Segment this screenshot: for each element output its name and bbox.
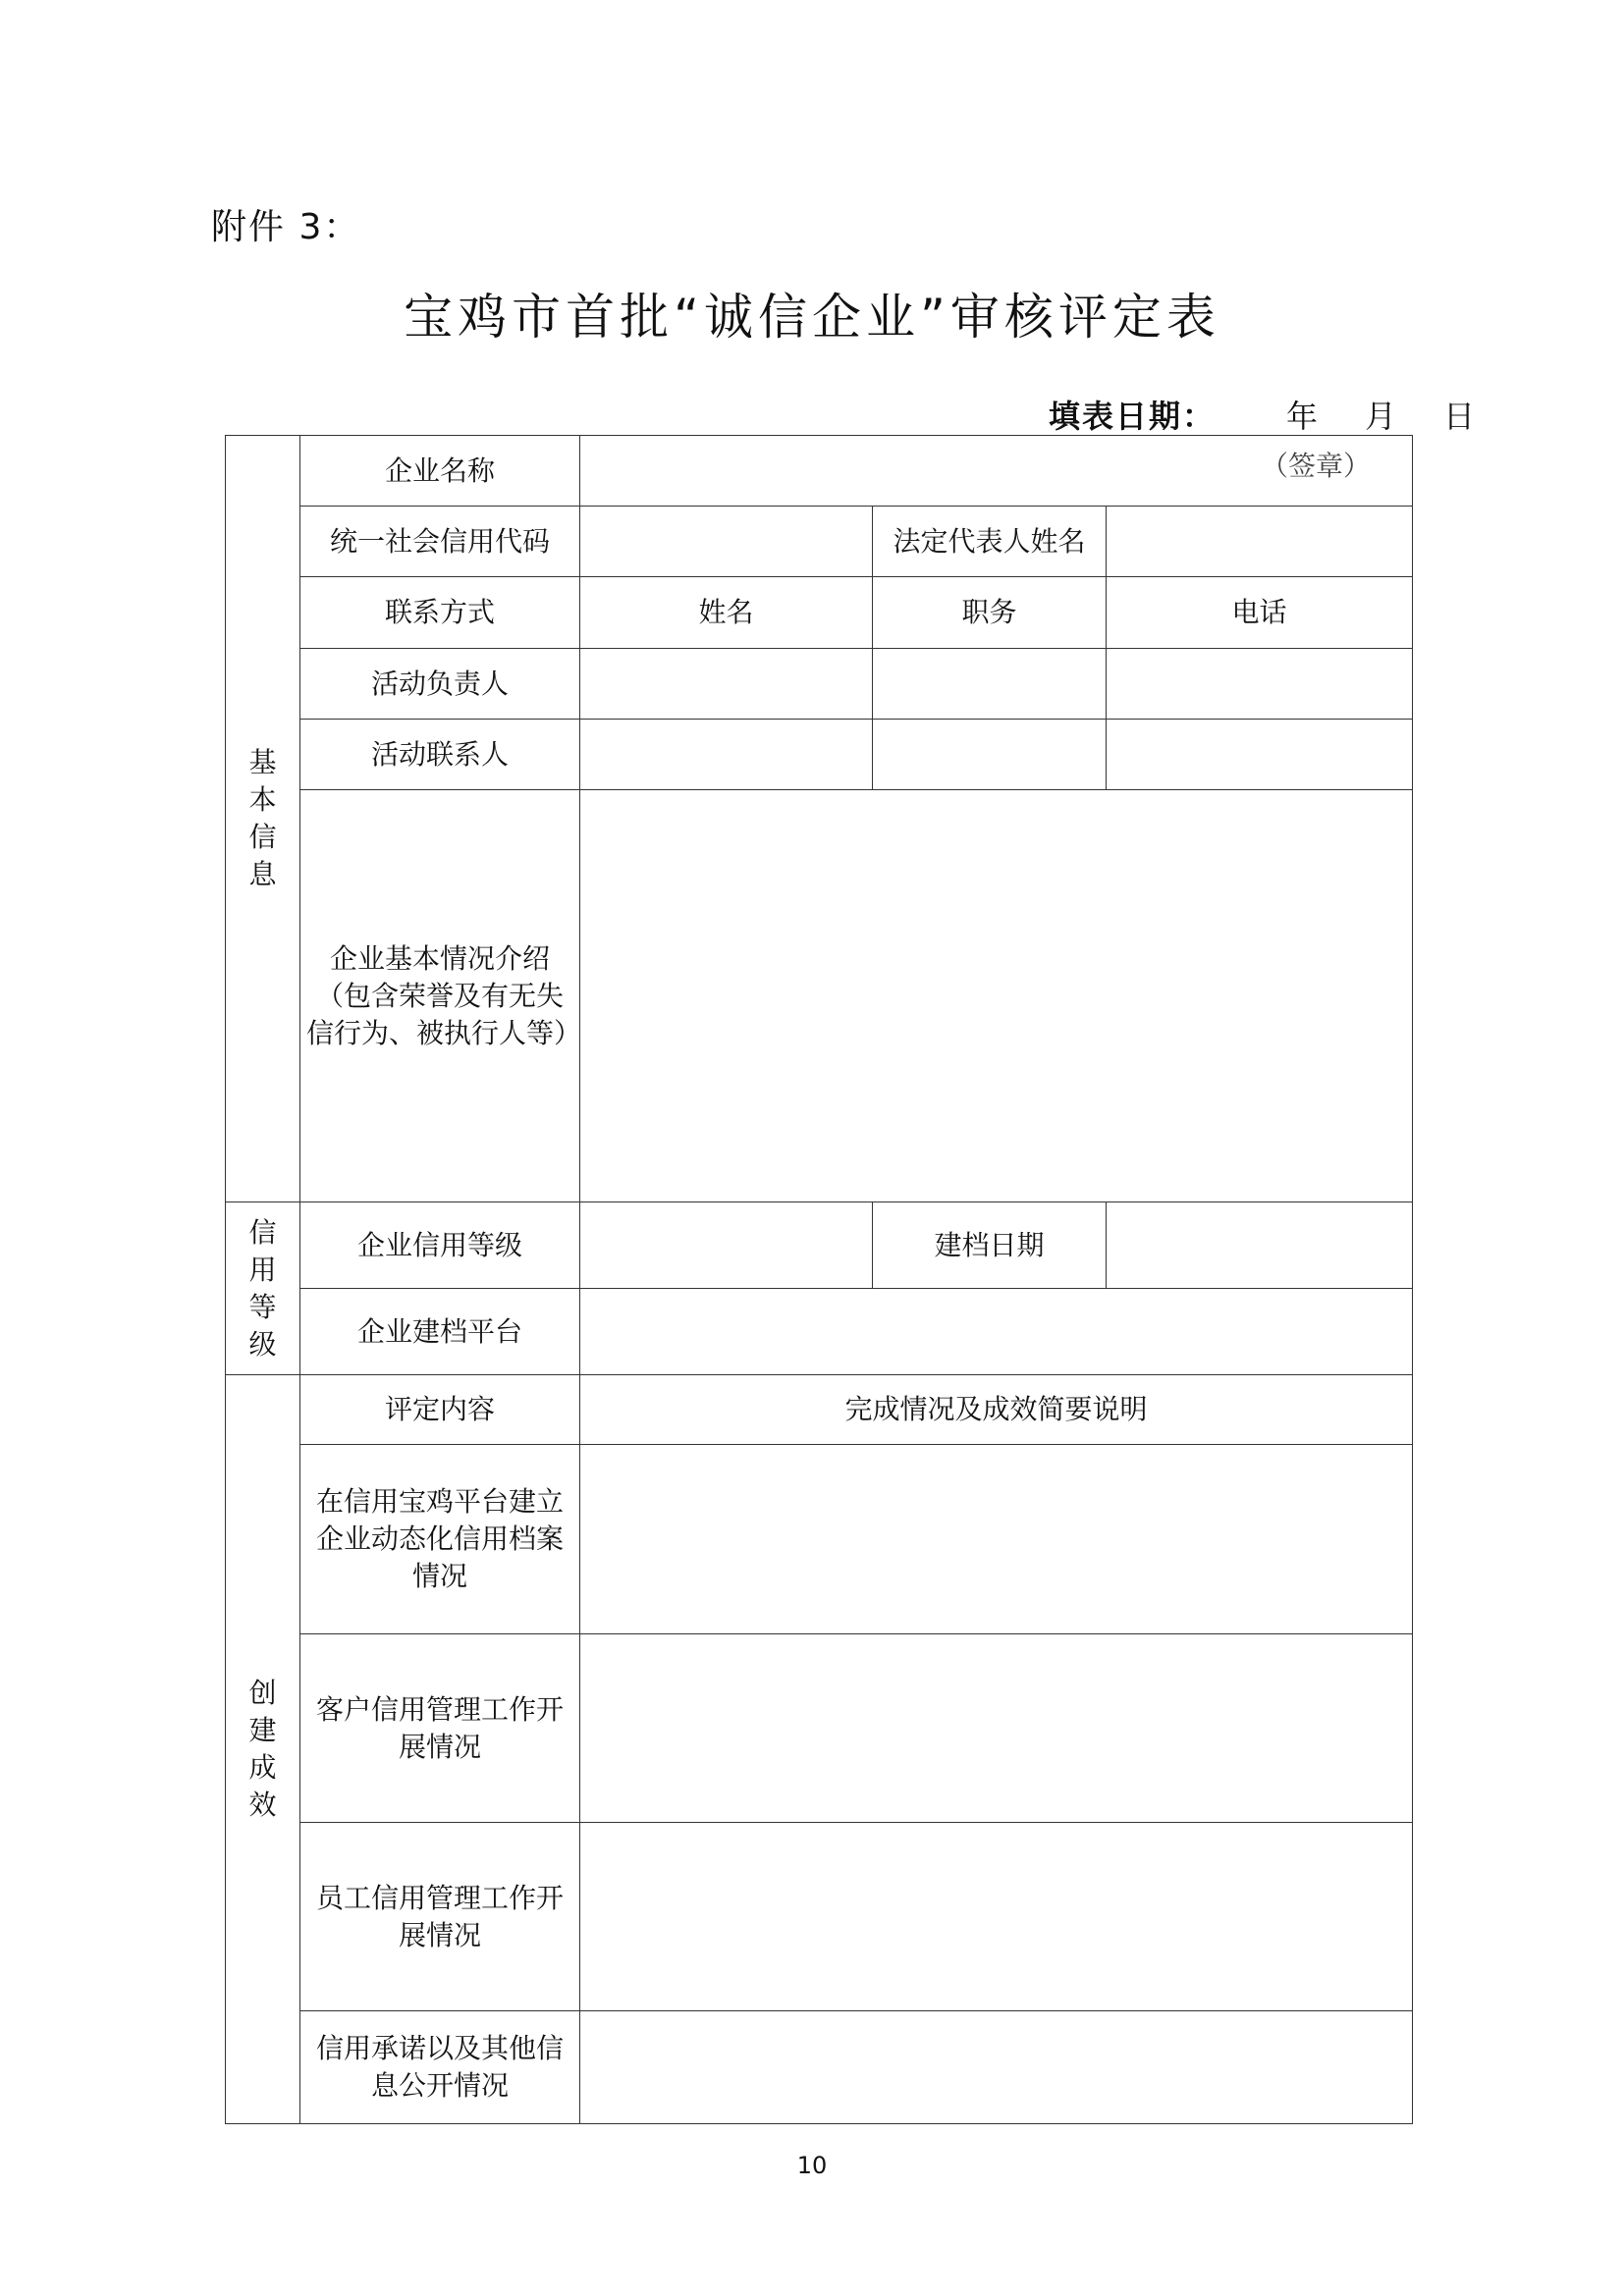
attachment-label: 附件 3： [211,207,361,247]
form-title: 宝鸡市首批“诚信企业”审核评定表 [404,289,1220,346]
section-results: 创建成效 [226,1375,300,2124]
archive-platform-label: 企业建档平台 [300,1289,580,1375]
credit-code-label: 统一社会信用代码 [300,507,580,577]
credit-code-field[interactable] [580,507,873,577]
fill-date-row [1049,392,1475,437]
item-employee-credit-field[interactable] [580,1823,1413,2011]
legal-rep-label: 法定代表人姓名 [873,507,1107,577]
table-row [226,1202,1413,1289]
credit-grade-label: 企业信用等级 [300,1202,580,1289]
table-row [226,507,1413,577]
table-row [226,2011,1413,2124]
item-credit-archive-label: 在信用宝鸡平台建立企业动态化信用档案情况 [300,1445,580,1634]
company-name-field[interactable] [580,436,1413,507]
item-credit-commitment-label: 信用承诺以及其他信息公开情况 [300,2011,580,2124]
section-basic-info: 基本信息 [226,436,300,1202]
activity-contact-name-field[interactable] [580,720,873,790]
col-name-header: 姓名 [580,577,873,649]
company-intro-field[interactable] [580,790,1413,1202]
item-customer-credit-field[interactable] [580,1634,1413,1823]
archive-date-label: 建档日期 [873,1202,1107,1289]
table-row [226,649,1413,720]
seal-label: （签章） [1260,450,1371,482]
activity-leader-phone-field[interactable] [1107,649,1413,720]
activity-contact-label: 活动联系人 [300,720,580,790]
content-header: 评定内容 [300,1375,580,1445]
table-row [226,1375,1413,1445]
table-row [226,720,1413,790]
item-customer-credit-label: 客户信用管理工作开展情况 [300,1634,580,1823]
table-row [226,577,1413,649]
table-row [226,790,1413,1202]
fill-date-label: 填表日期： [1049,398,1217,435]
item-credit-commitment-field[interactable] [580,2011,1413,2124]
table-row [226,1289,1413,1375]
table-row [226,1823,1413,2011]
activity-contact-position-field[interactable] [873,720,1107,790]
section-credit-level: 信用等级 [226,1202,300,1375]
month-label: 月 [1365,398,1397,435]
activity-leader-label: 活动负责人 [300,649,580,720]
activity-contact-phone-field[interactable] [1107,720,1413,790]
page-number: 10 [796,2152,828,2179]
item-credit-archive-field[interactable] [580,1445,1413,1634]
table-row [226,1634,1413,1823]
legal-rep-field[interactable] [1107,507,1413,577]
activity-leader-name-field[interactable] [580,649,873,720]
evaluation-form-table [225,435,1413,2124]
company-intro-label: 企业基本情况介绍（包含荣誉及有无失信行为、被执行人等） [300,790,580,1202]
col-position-header: 职务 [873,577,1107,649]
table-row [226,1445,1413,1634]
table-row [226,436,1413,507]
item-employee-credit-label: 员工信用管理工作开展情况 [300,1823,580,2011]
col-phone-header: 电话 [1107,577,1413,649]
contact-method-label: 联系方式 [300,577,580,649]
archive-platform-field[interactable] [580,1289,1413,1375]
day-label: 日 [1443,398,1476,435]
description-header: 完成情况及成效简要说明 [580,1375,1413,1445]
year-label: 年 [1286,398,1319,435]
activity-leader-position-field[interactable] [873,649,1107,720]
company-name-label: 企业名称 [300,436,580,507]
credit-grade-field[interactable] [580,1202,873,1289]
archive-date-field[interactable] [1107,1202,1413,1289]
